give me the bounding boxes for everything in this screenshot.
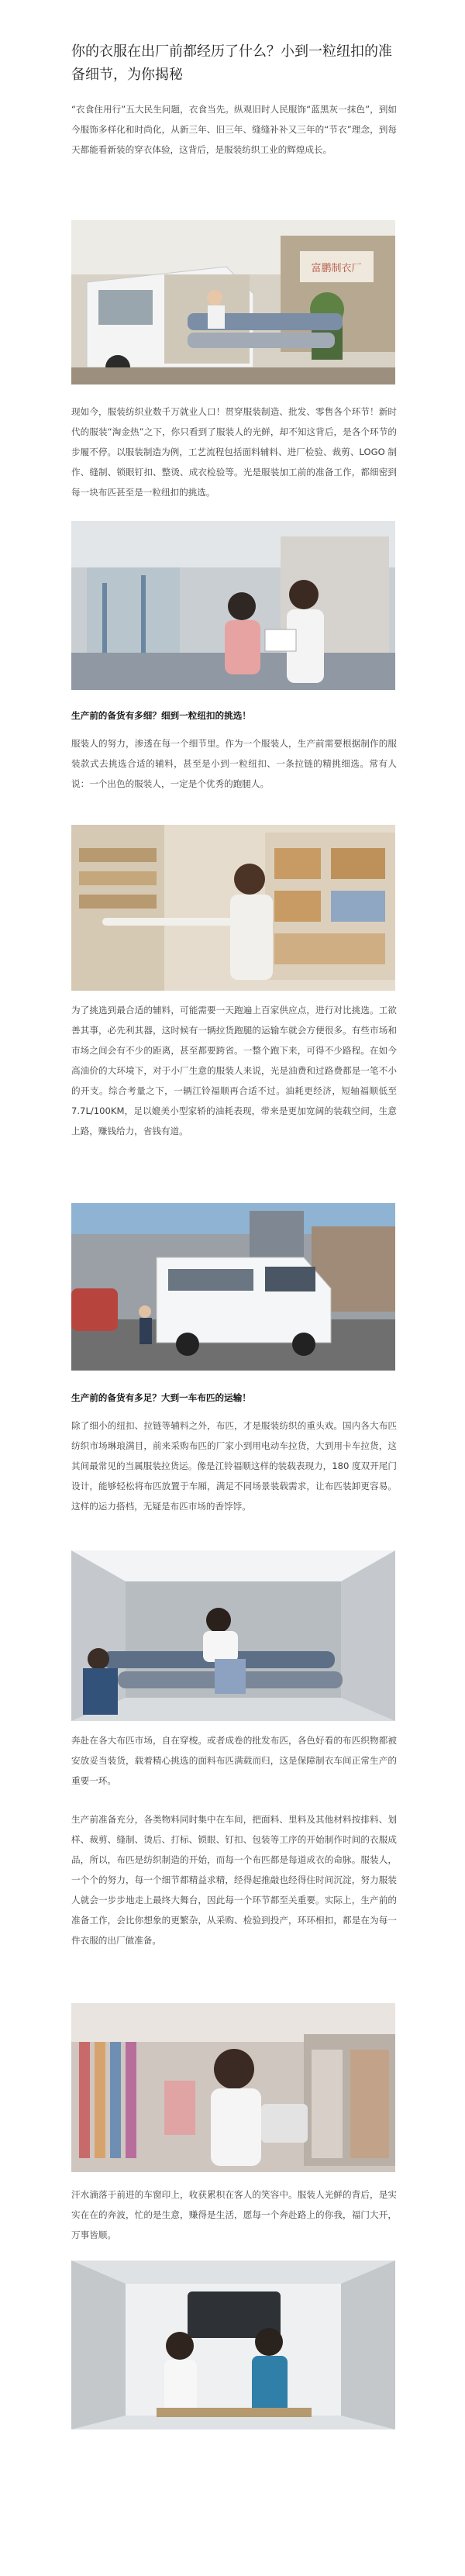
van-on-street-photo [71,1203,395,1371]
closing-paragraph: 汗水滴落于前进的车窗印上，收获累积在客人的笑容中。服装人光鲜的背后，是实实在在的奔波，忙的是生意，赚得是生活，愿每一个奔赴路上的你我，福门大开，万事皆顺。 [71,2189,397,2240]
intro-paragraph: “衣食住用行”五大民生问题，衣食当先。纵观旧时人民服饰“蓝黑灰一抹色”，到如今服饰多样化和时尚化，从新三年、旧三年、缝缝补补又三年的“节衣”理念，到每天都能看新装的穿衣体验，这背后，是服装纺织工业的辉煌成长。 [71,104,397,155]
section2-paragraph-2: 奔赴在各大布匹市场，自在穿梭。或者成卷的批发布匹，各色好看的布匹织物都被安放妥当装货，载着精心挑选的面料布匹满载而归，这是保障制衣车间正常生产的重要一环。 [71,1735,397,1786]
section1-paragraph-2: 为了挑选到最合适的辅料，可能需要一天跑遍上百家供应点，进行对比挑选。工欲善其事，必先利其器，这时候有一辆拉货跑腿的运输车就会方便很多。有些市场和市场之间会有不少的距离，甚至都要跨省。一整个跑下来，可得不少路程。在如今高油价的大环境下，对于小厂生意的服装人来说，光是油费和过路费都是一笔不小的开支。综合考量之下，一辆江铃福顺再合适不过。油耗更经济，短轴福顺低至 7.7L/100KM，足以媲美小型家轿的油耗表现，带来是更加宽阔的装载空间，生意上路，赚钱给力，省钱有道。 [71,1005,397,1136]
fabric-market-photo [71,2003,395,2172]
couple-in-van-photo [71,2260,395,2429]
factory-sign-text: 富鹏制衣厂 [311,263,362,274]
industry-paragraph: 现如今，服装纺织业数千万就业人口！贯穿服装制造、批发、零售各个环节！新时代的服装“淘金热”之下，你只看到了服装人的光鲜，却不知这背后，是各个环节的步履不停。以服装制造为例，工艺流程包括面料辅料、进厂检验、裁剪、LOGO 制作、缝制、锁眼钉扣、整烫、成衣检验等。光是服装加工前的准备工作，都细密到每一块布匹甚至是一粒纽扣的挑选。 [71,406,397,498]
section2-paragraph-1: 除了细小的纽扣、拉链等辅料之外，布匹，才是服装纺织的重头戏。国内各大布匹纺织市场琳琅满目，前来采购布匹的厂家小到用电动车拉货，大到用卡车拉货，这其间最常见的当属服装拉货运。像是江铃福顺这样的装载表现力，180 度双开尾门设计，能够轻松将布匹放置于车厢，满足不同场景装载需求，让布匹装卸更容易。这样的运力搭档，无疑是布匹市场的香饽饽。 [71,1420,398,1512]
warehouse-pointing-photo [71,825,395,991]
section1-paragraph-1: 服装人的努力，渗透在每一个细节里。作为一个服装人，生产前需要根据制作的服装款式去挑选合适的辅料，甚至是小到一粒纽扣、一条拉链的精挑细选。常有人说：一个出色的服装人，一定是个优秀的跑腿人。 [71,738,397,789]
section2-paragraph-3: 生产前准备充分，各类物料同时集中在车间，把面料、里料及其他材料按排料、划样、裁剪、缝制、烫后、打标、锁眼、钉扣、包装等工序的开始制作时间的衣服成品，所以，布匹是纺织制造的开始，而每一个布匹都是每道成衣的命脉。服装人，一个个的努力，每一个细节都精益求精，经得起推敲也经得住时间沉淀，努力服装人就会一步步地走上最终大舞台，因此每一个环节都至关重要。实际上，生产前的准备工作，会比你想象的更繁杂，从采购、检验到投产，环环相扣，都是在为每一件衣服的出厂做准备。 [71,1814,397,1946]
section1-heading: 生产前的备货有多细？细到一粒纽扣的挑选！ [71,710,251,721]
section2-heading: 生产前的备货有多足？大到一车布匹的运输！ [71,1392,251,1403]
article-title: 你的衣服在出厂前都经历了什么？小到一粒纽扣的准备细节，为你揭秘 [71,43,392,83]
van-loading-fabric-photo [71,220,395,385]
factory-inspection-photo [71,521,395,690]
loading-fabric-rolls-photo [71,1550,395,1721]
